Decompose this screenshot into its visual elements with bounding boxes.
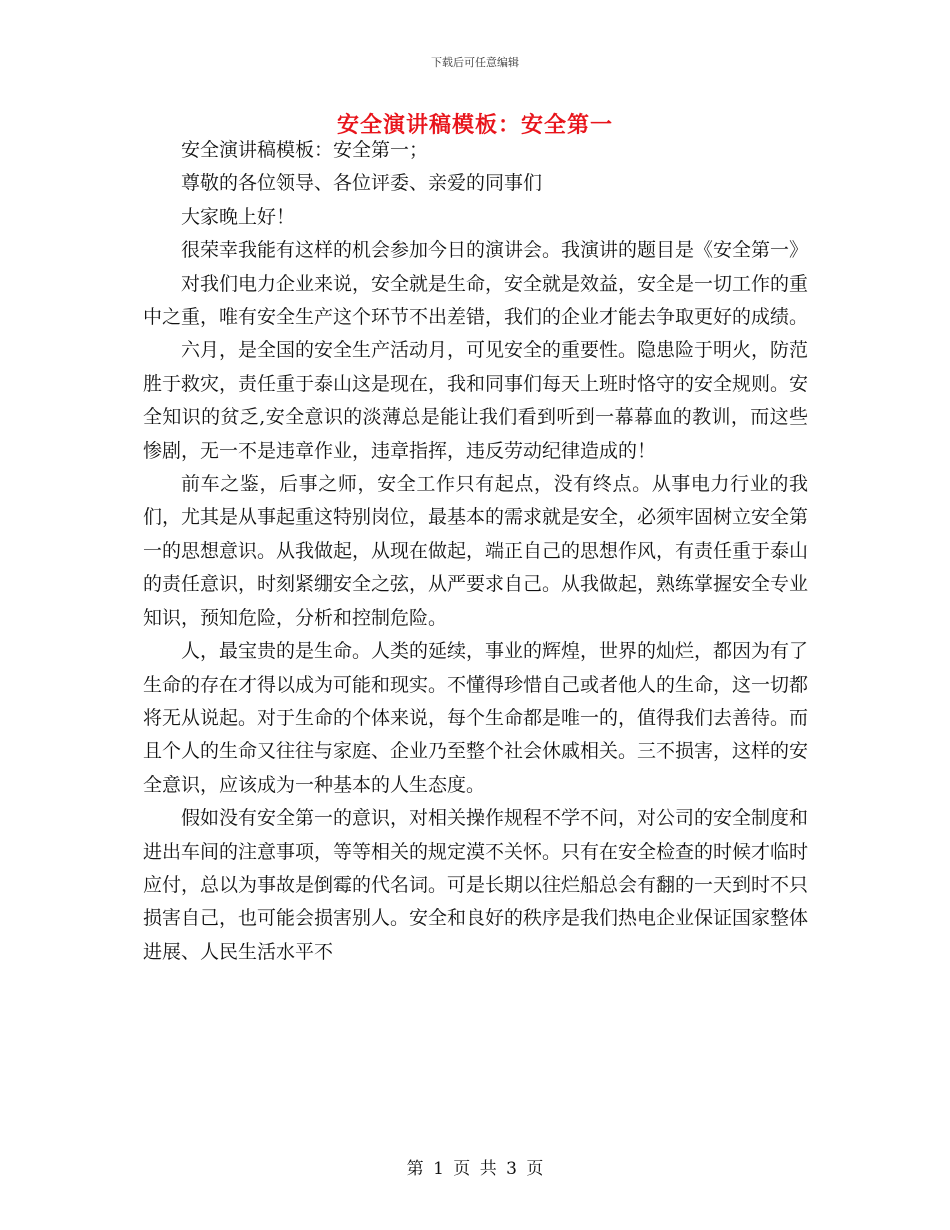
document-body <box>143 134 808 969</box>
paragraph-9: 假如没有安全第一的意识，对相关操作规程不学不问，对公司的安全制度和进出车间的注意事项，等等相关的规定漠不关怀。只有在安全检查的时候才临时应付，总以为事故是倒霉的代名词。可是长期以往烂船总会有翻的一天到时不只损害自己，也可能会损害别人。安全和良好的秩序是我们热电企业保证国家整体进展、人民生活水平不 <box>143 807 809 963</box>
paragraph-1: 安全演讲稿模板：安全第一； <box>181 139 429 161</box>
paragraph-7: 前车之鉴，后事之师，安全工作只有起点，没有终点。从事电力行业的我们，尤其是从事起重这特别岗位，最基本的需求就是安全，必须牢固树立安全第一的思想意识。从我做起，从现在做起，端正自己的思想作风，有责任重于泰山的责任意识，时刻紧绷安全之弦，从严要求自己。从我做起，熟练掌握安全专业知识，预知危险，分析和控制危险。 <box>143 473 809 629</box>
paragraph-8: 人，最宝贵的是生命。人类的延续，事业的辉煌，世界的灿烂，都因为有了生命的存在才得以成为可能和现实。不懂得珍惜自己或者他人的生命，这一切都将无从说起。对于生命的个体来说，每个生命都是唯一的，值得我们去善待。而且个人的生命又往往与家庭、企业乃至整个社会休戚相关。三不损害，这样的安全意识，应该成为一种基本的人生态度。 <box>143 640 809 796</box>
document-title: 安全演讲稿模板：安全第一 <box>336 113 613 138</box>
paragraph-6: 六月，是全国的安全生产活动月，可见安全的重要性。隐患险于明火，防范胜于救灾，责任重于泰山这是现在，我和同事们每天上班时恪守的安全规则。安全知识的贫乏,安全意识的淡薄总是能让我们看到听到一幕幕血的教训，而这些惨剧，无一不是违章作业，违章指挥，违反劳动纪律造成的！ <box>143 339 809 462</box>
paragraph-4: 很荣幸我能有这样的机会参加今日的演讲会。我演讲的题目是《安全第一》 <box>181 239 809 262</box>
paragraph-5: 对我们电力企业来说，安全就是生命，安全就是效益，安全是一切工作的重中之重，唯有安全生产这个环节不出差错，我们的企业才能去争取更好的成绩。 <box>143 272 809 329</box>
paragraph-2: 尊敬的各位领导、各位评委、亲爱的同事们 <box>181 172 543 195</box>
page-header-note: 下载后可任意编辑 <box>431 56 519 69</box>
page-footer: 第 1 页 共 3 页 <box>406 1159 544 1179</box>
paragraph-3: 大家晚上好！ <box>181 205 296 228</box>
